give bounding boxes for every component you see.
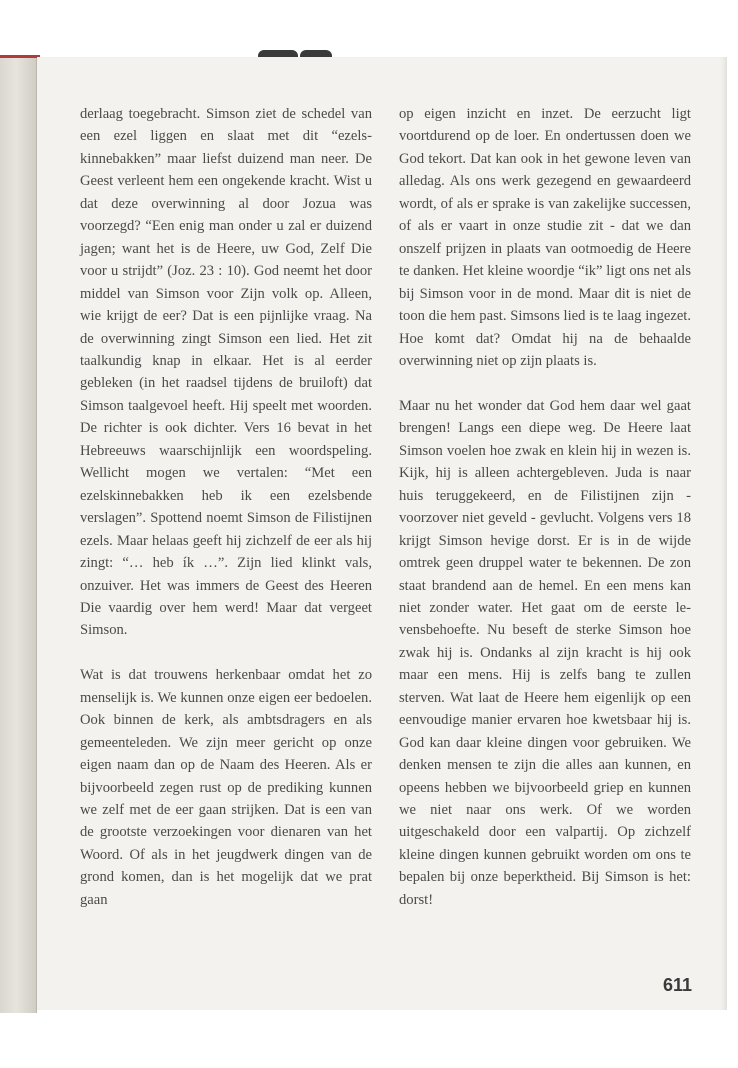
previous-page-edge [0, 55, 37, 1013]
left-text-column [80, 103, 372, 911]
clip-mark [258, 50, 298, 57]
paragraph: derlaag toegebracht. Simson ziet de schedel van een ezel liggen en slaat met dit “ezelskinnebakken” maar liefst duizend man neer. De Geest verleent hem een ongekende kracht. Wist u dat deze overwinning al door Jozua was voorzegd? “Een enig man onder u zal er duizend jagen; want het is de Heere, uw God, Zelf Die voor u strijdt” (Joz. 23 : 10). God neemt het door middel van Simson voor Zijn volk op. Alleen, wie krijgt de eer? Dat is een pijnlijke vraag. Na de overwinning zingt Simson een lied. Het zit taalkundig knap in elkaar. Het is al eerder gebleken (in het raadsel tijdens de bruiloft) dat Simson taalgevoel heeft. Hij speelt met woorden. De richter is ook dichter. Vers 16 bevat in het Hebreeuws waarschijnlijk een woordspeling. Wellicht mogen we vertalen: “Met een ezelskinnebakken heb ik een ezelsbende verslagen”. Spottend noemt Simson de Filistijnen ezels. Maar helaas geeft hij zichzelf de eer als hij zingt: “… heb ík …”. Zijn lied klinkt vals, onzuiver. Het was immers de Geest des Heeren Die vaardig over hem werd! Maar dat vergeet Simson. [80, 106, 372, 639]
paragraph: op eigen inzicht en inzet. De eerzucht ligt voortdurend op de loer. En ondertussen doen we God tekort. Dat kan ook in het gewone leven van alledag. Als ons werk gezegend en gewaardeerd wordt, of als er sprake is van zakelijke successen, of als er vaart in onze studie zit - dat we dan onszelf prijzen in plaats van ootmoedig de Heere te danken. Het kleine woordje “ik” ligt ons net als bij Simson voor in de mond. Maar dit is niet de toon die hem past. Simsons lied is te laag ingezet. Hoe komt dat? Omdat hij na de behaalde overwinning niet op zijn plaats is. [399, 106, 691, 369]
page-number: 611 [662, 975, 692, 995]
clip-mark [300, 50, 332, 57]
paragraph: Maar nu het wonder dat God hem daar wel gaat brengen! Langs een diepe weg. De Heere laat Simson voelen hoe zwak en klein hij in wezen is. Kijk, hij is alleen achtergebleven. Juda is naar huis teruggekeerd, en de Filistijnen zijn - voorzover niet geveld - gevlucht. Volgens vers 18 krijgt Simson hevige dorst. Er is in de wijde omtrek geen druppel water te bekennen. De zon staat brandend aan de hemel. En een mens kan niet zonder water. Het gaat om de eerste levensbehoefte. Nu beseft de sterke Simson hoe zwak hij is. Ondanks al zijn kracht is hij ook maar een mens. Hij is zelfs bang te zullen sterven. Wat laat de Heere hem eigenlijk op een eenvoudige manier ervaren hoe kwetsbaar hij is. God kan daar kleine dingen voor gebruiken. We denken mensen te zijn die alles aan kunnen, en opeens hebben we bijvoorbeeld griep en kunnen we niet naar ons werk. Of we worden uitgeschakeld door een valpartij. Op zichzelf kleine dingen kunnen gebruikt worden om ons te bepalen bij onze beperktheid. Bij Simson is het: dorst! [399, 397, 691, 908]
right-text-column [399, 103, 691, 911]
binding-strip [0, 55, 40, 58]
paragraph: Wat is dat trouwens herkenbaar omdat het zo menselijk is. We kunnen onze eigen eer bedoelen. Ook binnen de kerk, als ambtsdragers en als gemeenteleden. We zijn meer gericht op onze eigen naam dan op de Naam des Heeren. Als er bijvoorbeeld zegen rust op de prediking kunnen we zelf met de eer gaan strijken. Dat is een van de grootste verzoekingen voor dienaren van het Woord. Of als in het jeugdwerk dingen van de grond komen, dan is het mogelijk dat we prat gaan [80, 667, 372, 908]
